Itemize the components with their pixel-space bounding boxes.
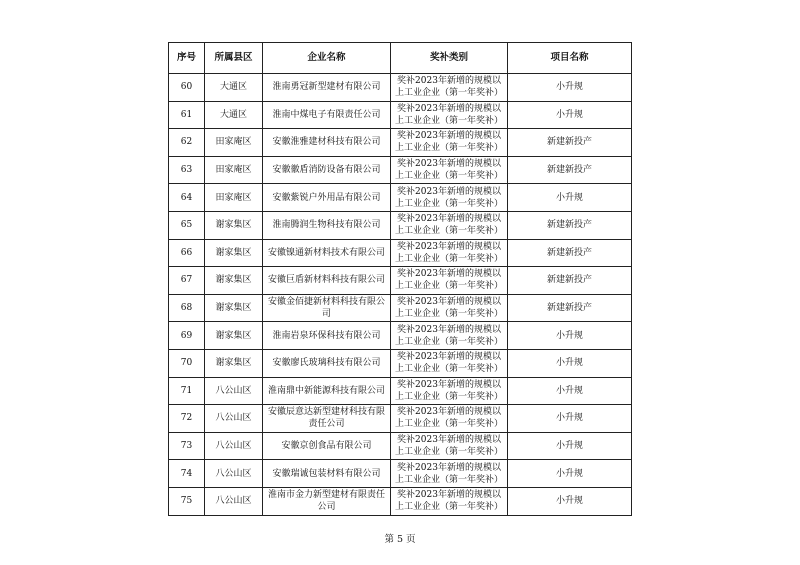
header-row bbox=[169, 43, 632, 74]
header-project: 项目名称 bbox=[508, 43, 632, 74]
company-name: 安徽紫锐户外用品有限公司 bbox=[263, 184, 391, 212]
district: 谢家集区 bbox=[205, 322, 263, 350]
award-type: 奖补2023年新增的规模以上工业企业（第一年奖补） bbox=[391, 129, 508, 157]
row-index: 66 bbox=[169, 239, 205, 267]
project-name: 小升规 bbox=[508, 377, 632, 405]
award-type: 奖补2023年新增的规模以上工业企业（第一年奖补） bbox=[391, 487, 508, 515]
award-type: 奖补2023年新增的规模以上工业企业（第一年奖补） bbox=[391, 432, 508, 460]
company-name: 淮南中煤电子有限责任公司 bbox=[263, 101, 391, 129]
award-type: 奖补2023年新增的规模以上工业企业（第一年奖补） bbox=[391, 294, 508, 322]
company-name: 安徽辰意达新型建材科技有限责任公司 bbox=[263, 405, 391, 433]
project-name: 小升规 bbox=[508, 405, 632, 433]
row-index: 71 bbox=[169, 377, 205, 405]
row-index: 67 bbox=[169, 267, 205, 295]
header-award-type: 奖补类别 bbox=[391, 43, 508, 74]
district: 谢家集区 bbox=[205, 349, 263, 377]
company-name: 安徽镍通新材料技术有限公司 bbox=[263, 239, 391, 267]
project-name: 新建新投产 bbox=[508, 156, 632, 184]
district: 谢家集区 bbox=[205, 267, 263, 295]
row-index: 63 bbox=[169, 156, 205, 184]
district: 谢家集区 bbox=[205, 211, 263, 239]
row-index: 65 bbox=[169, 211, 205, 239]
table-row bbox=[169, 349, 632, 377]
district: 八公山区 bbox=[205, 405, 263, 433]
project-name: 新建新投产 bbox=[508, 211, 632, 239]
row-index: 75 bbox=[169, 487, 205, 515]
project-name: 新建新投产 bbox=[508, 294, 632, 322]
award-type: 奖补2023年新增的规模以上工业企业（第一年奖补） bbox=[391, 322, 508, 350]
project-name: 新建新投产 bbox=[508, 239, 632, 267]
row-index: 72 bbox=[169, 405, 205, 433]
company-name: 安徽巨盾新材料科技有限公司 bbox=[263, 267, 391, 295]
district: 八公山区 bbox=[205, 377, 263, 405]
award-type: 奖补2023年新增的规模以上工业企业（第一年奖补） bbox=[391, 267, 508, 295]
row-index: 64 bbox=[169, 184, 205, 212]
project-name: 小升规 bbox=[508, 101, 632, 129]
award-type: 奖补2023年新增的规模以上工业企业（第一年奖补） bbox=[391, 405, 508, 433]
company-name: 安徽廖氏玻璃科技有限公司 bbox=[263, 349, 391, 377]
header-index: 序号 bbox=[169, 43, 205, 74]
project-name: 小升规 bbox=[508, 349, 632, 377]
row-index: 68 bbox=[169, 294, 205, 322]
award-type: 奖补2023年新增的规模以上工业企业（第一年奖补） bbox=[391, 239, 508, 267]
project-name: 小升规 bbox=[508, 432, 632, 460]
table-row bbox=[169, 239, 632, 267]
table-row bbox=[169, 129, 632, 157]
table-row bbox=[169, 460, 632, 488]
table-row bbox=[169, 101, 632, 129]
company-name: 安徽京创食品有限公司 bbox=[263, 432, 391, 460]
project-name: 小升规 bbox=[508, 460, 632, 488]
company-name: 安徽金佰捷新材料科技有限公司 bbox=[263, 294, 391, 322]
project-name: 小升规 bbox=[508, 322, 632, 350]
table-row bbox=[169, 294, 632, 322]
award-type: 奖补2023年新增的规模以上工业企业（第一年奖补） bbox=[391, 156, 508, 184]
project-name: 小升规 bbox=[508, 487, 632, 515]
district: 谢家集区 bbox=[205, 294, 263, 322]
award-type: 奖补2023年新增的规模以上工业企业（第一年奖补） bbox=[391, 74, 508, 102]
row-index: 62 bbox=[169, 129, 205, 157]
table-row bbox=[169, 211, 632, 239]
company-name: 淮南勇冠新型建材有限公司 bbox=[263, 74, 391, 102]
company-name: 淮南腾润生物科技有限公司 bbox=[263, 211, 391, 239]
district: 谢家集区 bbox=[205, 239, 263, 267]
award-type: 奖补2023年新增的规模以上工业企业（第一年奖补） bbox=[391, 211, 508, 239]
table-row bbox=[169, 267, 632, 295]
project-name: 新建新投产 bbox=[508, 129, 632, 157]
district: 大通区 bbox=[205, 101, 263, 129]
company-name: 安徽淮雅建材科技有限公司 bbox=[263, 129, 391, 157]
district: 田家庵区 bbox=[205, 129, 263, 157]
company-name: 淮南市金力新型建材有限责任公司 bbox=[263, 487, 391, 515]
table-row bbox=[169, 74, 632, 102]
table-row bbox=[169, 405, 632, 433]
award-type: 奖补2023年新增的规模以上工业企业（第一年奖补） bbox=[391, 349, 508, 377]
project-name: 新建新投产 bbox=[508, 267, 632, 295]
header-district: 所属县区 bbox=[205, 43, 263, 74]
page-number: 第 5 页 bbox=[384, 534, 416, 545]
district: 八公山区 bbox=[205, 432, 263, 460]
district: 八公山区 bbox=[205, 487, 263, 515]
district: 田家庵区 bbox=[205, 184, 263, 212]
district: 大通区 bbox=[205, 74, 263, 102]
row-index: 69 bbox=[169, 322, 205, 350]
table-row bbox=[169, 377, 632, 405]
row-index: 61 bbox=[169, 101, 205, 129]
header-company: 企业名称 bbox=[263, 43, 391, 74]
district: 田家庵区 bbox=[205, 156, 263, 184]
award-type: 奖补2023年新增的规模以上工业企业（第一年奖补） bbox=[391, 460, 508, 488]
table-row bbox=[169, 322, 632, 350]
award-type: 奖补2023年新增的规模以上工业企业（第一年奖补） bbox=[391, 101, 508, 129]
row-index: 70 bbox=[169, 349, 205, 377]
district: 八公山区 bbox=[205, 460, 263, 488]
row-index: 60 bbox=[169, 74, 205, 102]
award-type: 奖补2023年新增的规模以上工业企业（第一年奖补） bbox=[391, 377, 508, 405]
table-row bbox=[169, 184, 632, 212]
company-name: 安徽瑞诚包装材料有限公司 bbox=[263, 460, 391, 488]
row-index: 74 bbox=[169, 460, 205, 488]
table-row bbox=[169, 432, 632, 460]
project-name: 小升规 bbox=[508, 74, 632, 102]
table-body bbox=[169, 74, 632, 516]
award-type: 奖补2023年新增的规模以上工业企业（第一年奖补） bbox=[391, 184, 508, 212]
company-name: 安徽徽盾消防设备有限公司 bbox=[263, 156, 391, 184]
table-row bbox=[169, 487, 632, 515]
company-name: 淮南岩泉环保科技有限公司 bbox=[263, 322, 391, 350]
row-index: 73 bbox=[169, 432, 205, 460]
project-name: 小升规 bbox=[508, 184, 632, 212]
award-table bbox=[168, 42, 632, 516]
company-name: 淮南鼎中新能源科技有限公司 bbox=[263, 377, 391, 405]
table-row bbox=[169, 156, 632, 184]
